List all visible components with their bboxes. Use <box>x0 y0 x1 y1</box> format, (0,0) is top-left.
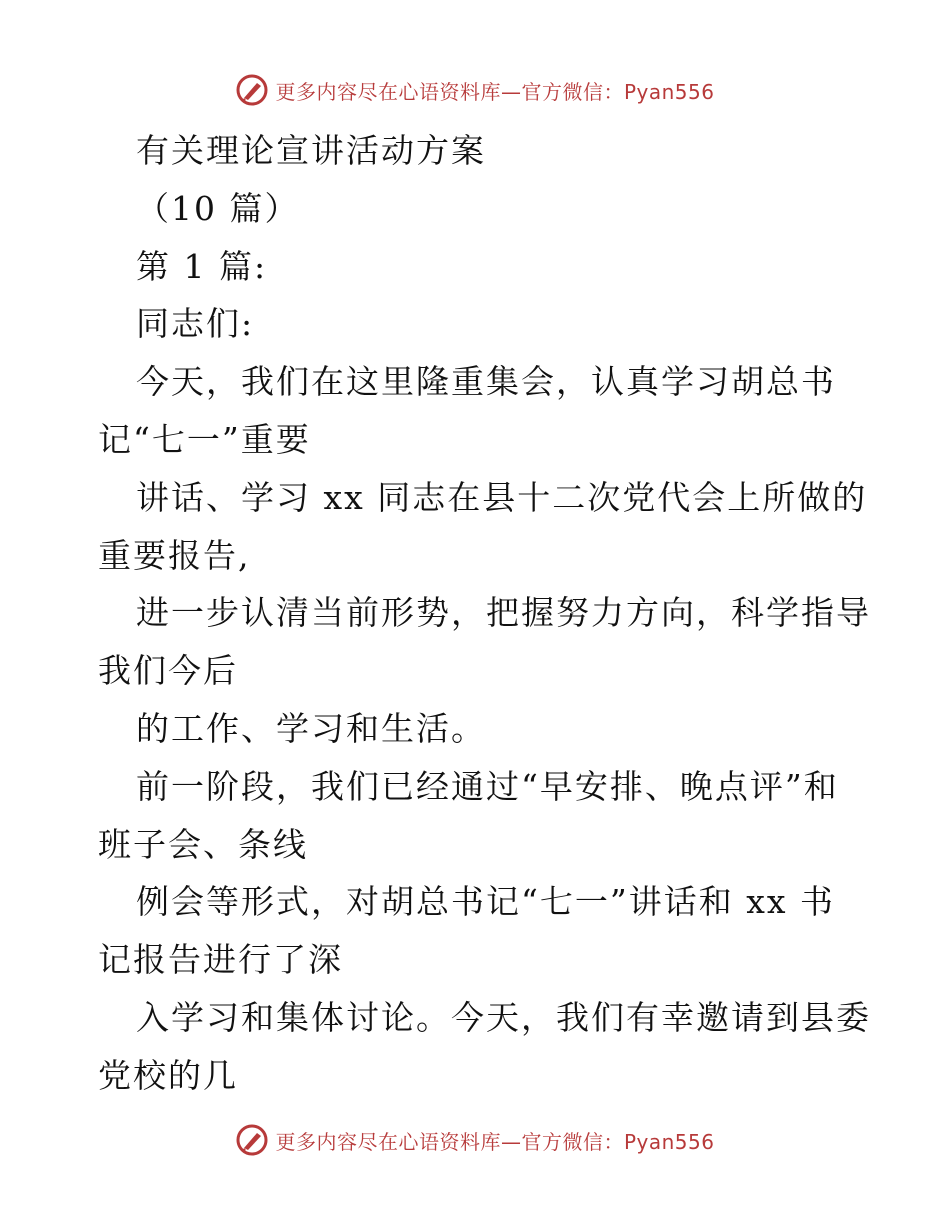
text-line: 党校的几 <box>98 1055 238 1095</box>
text-line: 入学习和集体讨论。今天，我们有幸邀请到县委 <box>136 997 871 1037</box>
text-line: 重要报告, <box>98 535 251 575</box>
text-line: 前一阶段，我们已经通过“早安排、晚点评”和 <box>136 766 839 806</box>
text-line: 我们今后 <box>98 651 238 691</box>
text-line: 今天，我们在这里隆重集会，认真学习胡总书 <box>136 362 836 402</box>
text-line: 记“七一”重要 <box>98 419 311 459</box>
pen-logo-icon <box>235 73 269 107</box>
text-line: 讲话、学习 xx 同志在县十二次党代会上所做的 <box>136 477 868 517</box>
document-title: 有关理论宣讲活动方案 <box>136 131 486 170</box>
header-banner <box>0 70 950 110</box>
document-body <box>98 122 871 1105</box>
banner-text: 更多内容尽在心语资料库—官方微信：Pyan556 <box>275 79 715 104</box>
text-line: 进一步认清当前形势，把握努力方向，科学指导 <box>136 593 871 633</box>
footer-banner <box>0 1120 950 1160</box>
text-line: 例会等形式，对胡总书记“七一”讲话和 xx 书 <box>136 882 835 922</box>
salutation: 同志们: <box>136 304 255 344</box>
pen-logo-icon <box>235 1123 269 1157</box>
text-line: 班子会、条线 <box>98 824 308 864</box>
section-heading: 第 1 篇: <box>136 246 268 286</box>
text-line: 记报告进行了深 <box>98 940 343 980</box>
banner-text: 更多内容尽在心语资料库—官方微信：Pyan556 <box>275 1129 715 1154</box>
document-subtitle: （10 篇） <box>136 188 300 228</box>
text-line: 的工作、学习和生活。 <box>136 708 486 748</box>
